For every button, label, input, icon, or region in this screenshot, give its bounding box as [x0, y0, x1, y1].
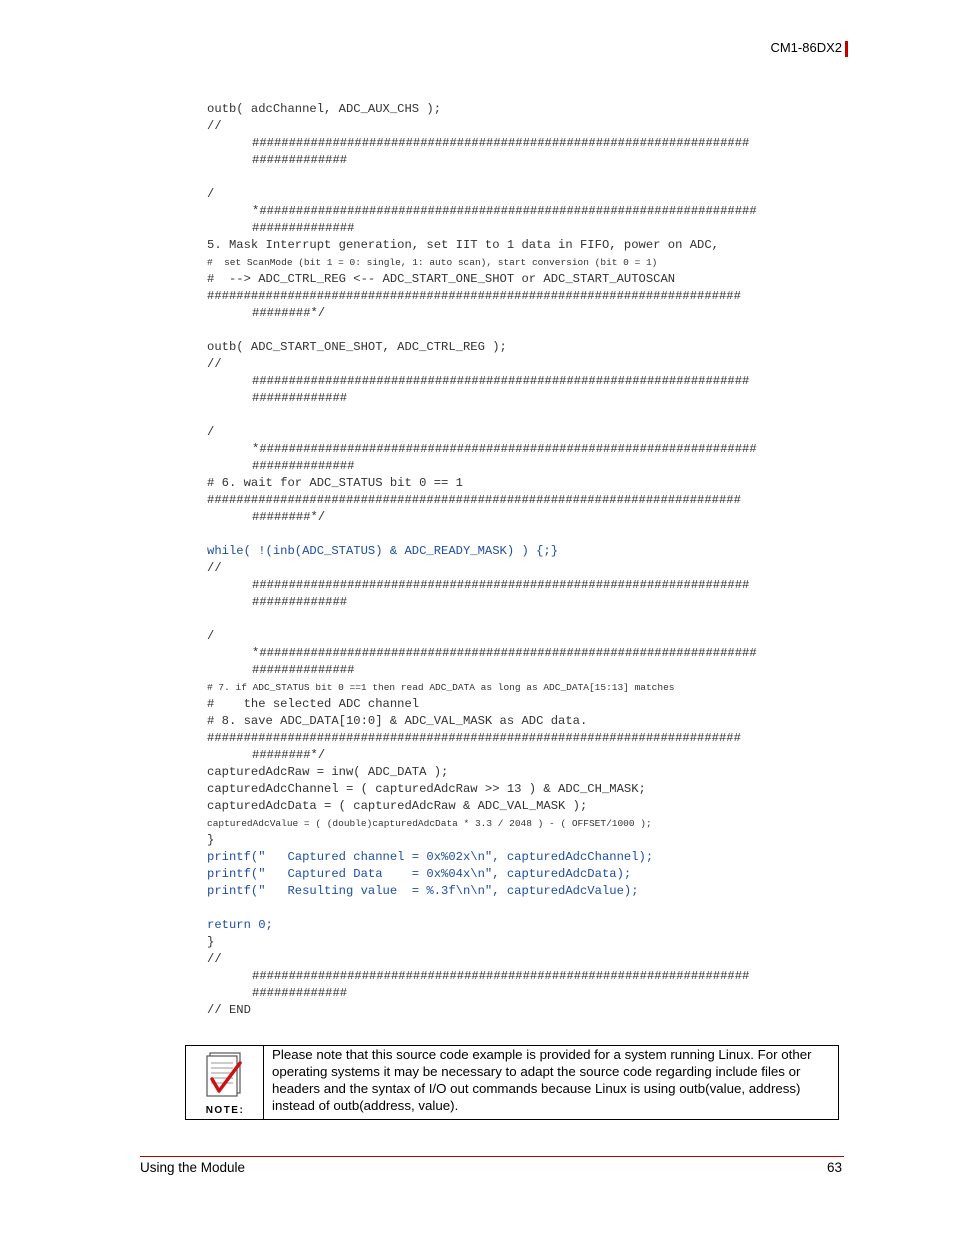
- code-line: ########*/: [252, 510, 326, 524]
- code-line: }: [207, 935, 215, 949]
- code-line: /: [207, 629, 215, 643]
- code-line: capturedAdcData = ( capturedAdcRaw & ADC_VAL_MASK );: [207, 799, 588, 813]
- code-line: outb( adcChannel, ADC_AUX_CHS );: [207, 102, 442, 116]
- code-line: #########################################################################: [207, 289, 741, 303]
- code-line: #############: [252, 986, 348, 1000]
- code-line: #########################################################################: [207, 731, 741, 745]
- code-line: # set ScanMode (bit 1 = 0: single, 1: auto scan), start conversion (bit 0 = 1): [207, 257, 658, 268]
- code-line: *####################################################################: [252, 204, 757, 218]
- code-line: printf(" Captured channel = 0x%02x\n", capturedAdcChannel);: [207, 850, 654, 864]
- code-line: /: [207, 187, 215, 201]
- note-box: [185, 1045, 839, 1120]
- note-icon-label: NOTE:: [205, 1105, 245, 1116]
- code-line: ##############: [252, 221, 355, 235]
- code-line: return 0;: [207, 918, 273, 932]
- code-line: *####################################################################: [252, 442, 757, 456]
- note-checkmark-icon: [204, 1051, 246, 1117]
- code-line: [207, 900, 827, 917]
- code-line: capturedAdcRaw = inw( ADC_DATA );: [207, 765, 449, 779]
- code-line: [207, 322, 827, 339]
- footer-rule: [140, 1156, 844, 1157]
- code-line: #############: [252, 595, 348, 609]
- code-line: #############: [252, 153, 348, 167]
- code-line: ########*/: [252, 306, 326, 320]
- code-line: ####################################################################: [252, 969, 750, 983]
- page-number: 63: [826, 1160, 842, 1175]
- header-accent-bar: [845, 41, 848, 57]
- code-line: ##############: [252, 459, 355, 473]
- code-line: outb( ADC_START_ONE_SHOT, ADC_CTRL_REG );: [207, 340, 507, 354]
- code-line: ####################################################################: [252, 578, 750, 592]
- code-line: # the selected ADC channel: [207, 697, 420, 711]
- code-line: [207, 611, 827, 628]
- code-line: #########################################################################: [207, 493, 741, 507]
- code-line: ####################################################################: [252, 374, 750, 388]
- code-line: // END: [207, 1003, 251, 1017]
- code-line: [207, 169, 827, 186]
- code-line: 5. Mask Interrupt generation, set IIT to 1 data in FIFO, power on ADC,: [207, 238, 719, 252]
- code-line: # 8. save ADC_DATA[10:0] & ADC_VAL_MASK as ADC data.: [207, 714, 588, 728]
- code-line: ##############: [252, 663, 355, 677]
- code-line: ########*/: [252, 748, 326, 762]
- document-title: CM1-86DX2: [770, 40, 842, 55]
- code-line: while( !(inb(ADC_STATUS) & ADC_READY_MASK) ) {;}: [207, 544, 559, 558]
- code-line: printf(" Resulting value = %.3f\n\n", capturedAdcValue);: [207, 884, 639, 898]
- note-text: Please note that this source code example is provided for a system running Linux. For other operating systems it may be necessary to adapt the source code regarding include files or headers and the syntax of I/O out commands because Linux is using outb(value, address) instead of outb(address, value).: [272, 1047, 812, 1113]
- code-listing: [207, 101, 827, 1019]
- code-line: # 7. if ADC_STATUS bit 0 ==1 then read ADC_DATA as long as ADC_DATA[15:13] matches: [207, 682, 675, 693]
- code-line: //: [207, 561, 222, 575]
- code-line: ####################################################################: [252, 136, 750, 150]
- code-line: //: [207, 119, 222, 133]
- code-line: *####################################################################: [252, 646, 757, 660]
- code-line: capturedAdcValue = ( (double)capturedAdcData * 3.3 / 2048 ) - ( OFFSET/1000 );: [207, 818, 652, 829]
- code-line: //: [207, 357, 222, 371]
- code-line: //: [207, 952, 222, 966]
- code-line: [207, 526, 827, 543]
- code-line: /: [207, 425, 215, 439]
- code-line: # 6. wait for ADC_STATUS bit 0 == 1: [207, 476, 463, 490]
- code-line: [207, 407, 827, 424]
- code-line: }: [207, 833, 215, 847]
- footer-section-title: Using the Module: [140, 1160, 246, 1175]
- code-line: # --> ADC_CTRL_REG <-- ADC_START_ONE_SHOT or ADC_START_AUTOSCAN: [207, 272, 676, 286]
- code-line: #############: [252, 391, 348, 405]
- note-icon-cell: [186, 1046, 264, 1119]
- code-line: printf(" Captured Data = 0x%04x\n", capturedAdcData);: [207, 867, 632, 881]
- code-line: capturedAdcChannel = ( capturedAdcRaw >> 13 ) & ADC_CH_MASK;: [207, 782, 646, 796]
